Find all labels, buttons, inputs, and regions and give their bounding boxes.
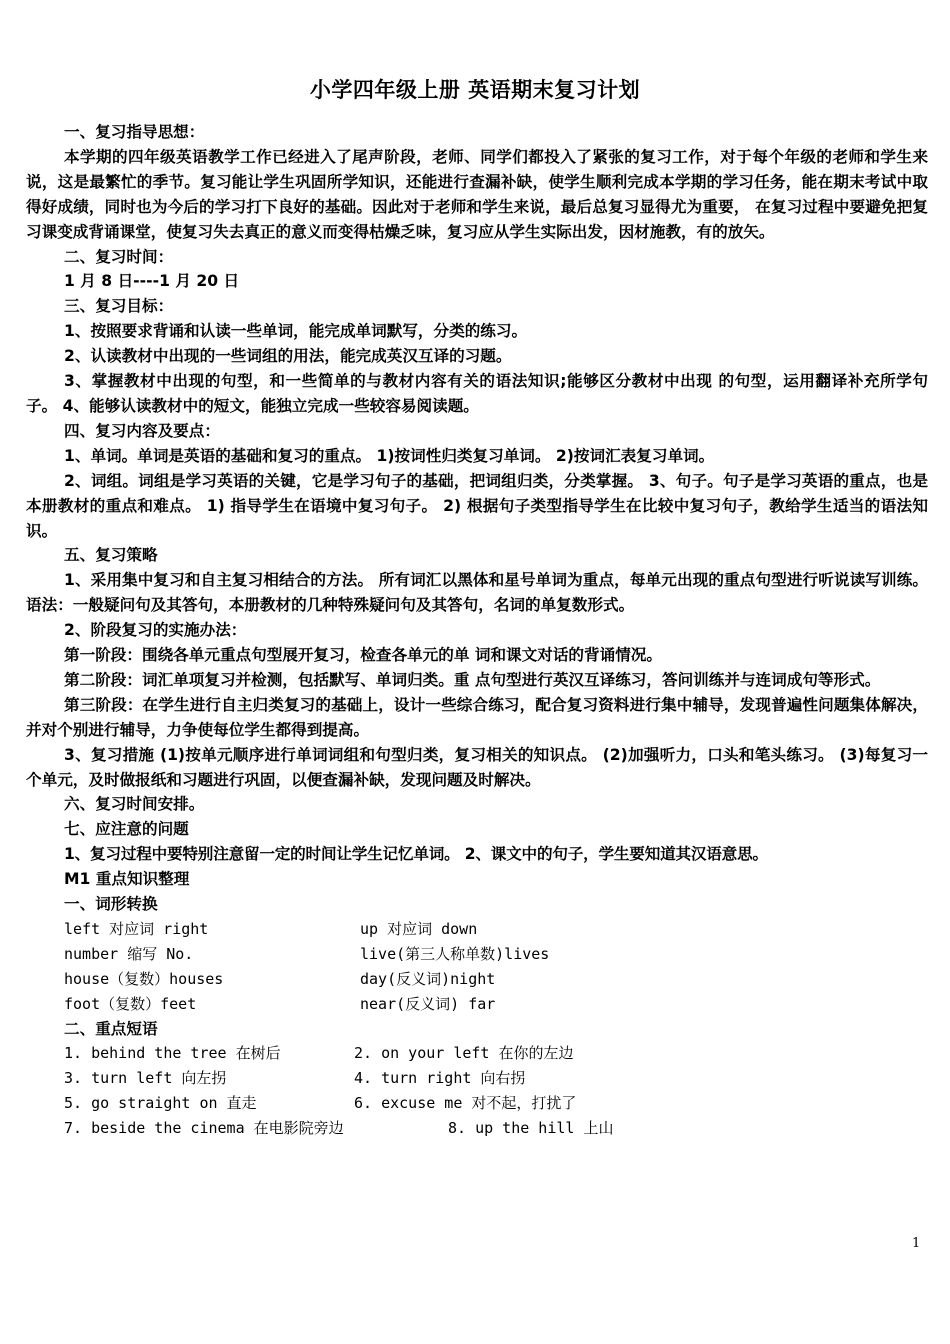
list-item [26,1066,928,1091]
phrase-left: 3. turn left 向左拐 [64,1069,227,1088]
m1-heading: M1 重点知识整理 [64,870,190,889]
strategy-item-1: 1、采用集中复习和自主复习相结合的方法。 所有词汇以黑体和星号单词为重点，每单元出现的重点句型进行听说读写训练。 语法：一般疑问句及其答句，本册教材的几种特殊疑问句及其答句，名词的单复数形式。 [26,571,928,615]
goal-item-1: 1、按照要求背诵和认读一些单词，能完成单词默写，分类的练习。 [64,322,528,341]
strategy-item-3: 3、复习措施 (1)按单元顺序进行单词词组和句型归类，复习相关的知识点。 (2)加强听力，口头和笔头练习。 (3)每复习一个单元，及时做报纸和习题进行巩固，以便查漏补缺，发现问题及时解决。 [26,745,928,789]
phrase-left: 5. go straight on 直走 [64,1094,257,1113]
goal-item-3: 3、掌握教材中出现的句型，和一些简单的与教材内容有关的语法知识;能够区分教材中出现 的句型，运用翻译补充所学句子。 4、能够认读教材中的短文，能独立完成一些较容易阅读题。 [26,372,928,415]
word-form-left: left 对应词 right [64,920,209,938]
word-form-right: day(反义词)night [360,969,496,988]
list-item [26,1041,928,1066]
section-heading-review-goals: 三、复习目标： [64,297,174,316]
word-form-right: up 对应词 down [360,920,478,938]
phrase-right: 6. excuse me 对不起，打扰了 [354,1094,577,1113]
review-time-range: 1 月 8 日----1 月 20 日 [64,272,240,291]
word-form-left: foot（复数）feet [64,994,197,1013]
stage-3: 第三阶段：在学生进行自主归类复习的基础上，设计一些综合练习，配合复习资料进行集中辅导，发现普遍性问题集体解决，并对个别进行辅导，力争使每位学生都得到提高。 [26,695,928,739]
word-forms-list [26,917,928,1017]
section-heading-schedule: 六、复习时间安排。 [64,795,205,814]
phrase-right: 2. on your left 在你的左边 [354,1044,574,1063]
list-item [26,1091,928,1116]
word-form-right: live(第三人称单数)lives [360,944,550,963]
document-body [26,120,928,1141]
page-number: 1 [912,1236,921,1251]
section-heading-notes: 七、应注意的问题 [64,820,189,839]
m1-subheading-phrases: 二、重点短语 [64,1019,158,1038]
notes-item: 1、复习过程中要特别注意留一定的时间让学生记忆单词。 2、课文中的句子，学生要知道其汉语意思。 [64,845,768,864]
section-heading-review-content: 四、复习内容及要点： [64,421,220,440]
m1-subheading-word-forms: 一、词形转换 [64,895,158,914]
list-item [26,917,928,942]
stage-1: 第一阶段：围绕各单元重点句型展开复习，检查各单元的单 词和课文对话的背诵情况。 [64,646,662,665]
word-form-right: near(反义词) far [360,994,496,1013]
word-form-left: house（复数）houses [64,969,224,988]
list-item [26,992,928,1017]
goal-item-2: 2、认读教材中出现的一些词组的用法，能完成英汉互译的习题。 [64,347,512,366]
phrase-right: 4. turn right 向右拐 [354,1069,526,1088]
stage-2: 第二阶段：词汇单项复习并检测，包括默写、单词归类。重 点句型进行英汉互译练习，答问训练并与连词成句等形式。 [64,670,881,689]
phrase-left: 1. behind the tree 在树后 [64,1044,281,1063]
list-item [26,942,928,967]
phrase-left: 7. beside the cinema 在电影院旁边 [64,1119,344,1138]
phrase-right: 8. up the hill 上山 [448,1119,614,1138]
content-item-2: 2、词组。词组是学习英语的关键，它是学习句子的基础，把词组归类，分类掌握。 3、句子。句子是学习英语的重点，也是本册教材的重点和难点。 1) 指导学生在语境中复习句子。 2) 根据句子类型指导学生在比较中复习句子，教给学生适当的语法知识。 [26,471,928,540]
section-heading-review-strategy: 五、复习策略 [64,546,158,565]
list-item [26,967,928,992]
list-item [26,1116,928,1141]
content-item-1: 1、单词。单词是英语的基础和复习的重点。 1)按词性归类复习单词。 2)按词汇表复习单词。 [64,446,715,465]
phrases-list [26,1041,928,1141]
document-title: 小学四年级上册 英语期末复习计划 [309,78,641,102]
strategy-item-2: 2、阶段复习的实施办法： [64,621,247,640]
section-heading-guiding-idea: 一、复习指导思想： [64,123,205,141]
word-form-left: number 缩写 No. [64,944,194,963]
section-heading-review-time: 二、复习时间： [64,247,174,266]
paragraph-guiding-idea: 本学期的四年级英语教学工作已经进入了尾声阶段，老师、同学们都投入了紧张的复习工作，对于每个年级的老师和学生来说，这是最繁忙的季节。复习能让学生巩固所学知识，还能进行查漏补缺，使学生顺利完成本学期的学习任务，能在期末考试中取得好成绩，同时也为今后的学习打下良好的基础。因此对于老师和学生来说，最后总复习显得尤为重要， 在复习过程中要避免把复习课变成背诵课堂，使复习失去真正的意义而变得枯燥乏味，复习应从学生实际出发，因材施教，有的放矢。 [26,147,928,241]
